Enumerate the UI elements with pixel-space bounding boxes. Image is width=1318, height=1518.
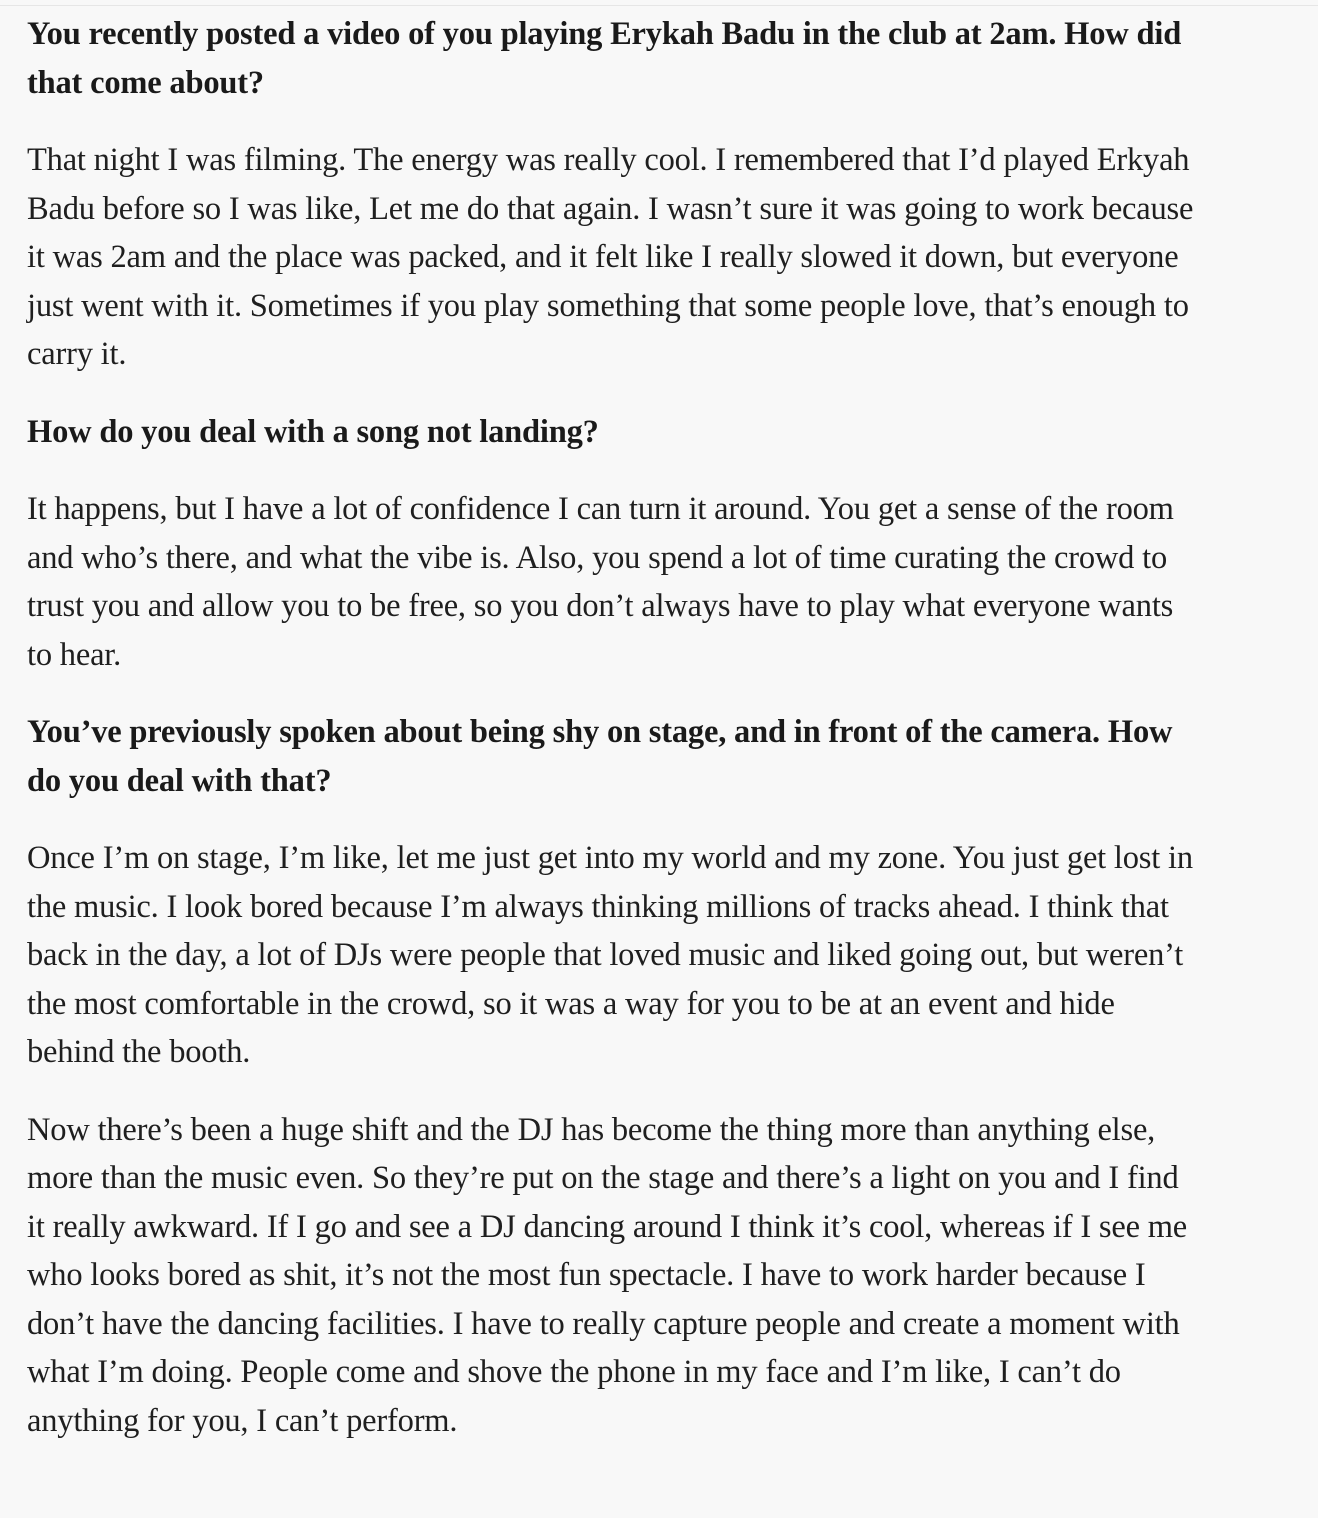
interview-question: You recently posted a video of you playing Erykah Badu in the club at 2am. How did that come about?: [27, 16, 1182, 101]
interview-question: How do you deal with a song not landing?: [27, 413, 599, 450]
interview-answer: That night I was filming. The energy was really cool. I remembered that I’d played Erkyah Badu before so I was like, Let me do that again. I wasn’t sure it was going to work because it was 2am and the place was packed, and it felt like I really slowed it down, but everyone just went with it. Sometimes if you play something that some people love, that’s enough to carry it.: [27, 142, 1194, 372]
interview-answer: Now there’s been a huge shift and the DJ has become the thing more than anything else, more than the music even. So they’re put on the stage and there’s a light on you and I find it really awkward. If I go and see a DJ dancing around I think it’s cool, whereas if I see me who looks bored as shit, it’s not the most fun spectacle. I have to work harder because I don’t have the dancing facilities. I have to really capture people and create a moment with what I’m doing. People come and shove the phone in my face and I’m like, I can’t do anything for you, I can’t perform.: [27, 1111, 1188, 1439]
article-body: [27, 10, 1202, 1474]
top-divider: [0, 5, 1318, 6]
interview-question: You’ve previously spoken about being shy on stage, and in front of the camera. How do you deal with that?: [27, 714, 1173, 799]
interview-answer: It happens, but I have a lot of confidence I can turn it around. You get a sense of the room and who’s there, and what the vibe is. Also, you spend a lot of time curating the crowd to trust you and allow you to be free, so you don’t always have to play what everyone wants to hear.: [27, 491, 1174, 673]
interview-answer: Once I’m on stage, I’m like, let me just get into my world and my zone. You just get lost in the music. I look bored because I’m always thinking millions of tracks ahead. I think that back in the day, a lot of DJs were people that loved music and liked going out, but weren’t the most comfortable in the crowd, so it was a way for you to be at an event and hide behind the booth.: [27, 840, 1193, 1070]
